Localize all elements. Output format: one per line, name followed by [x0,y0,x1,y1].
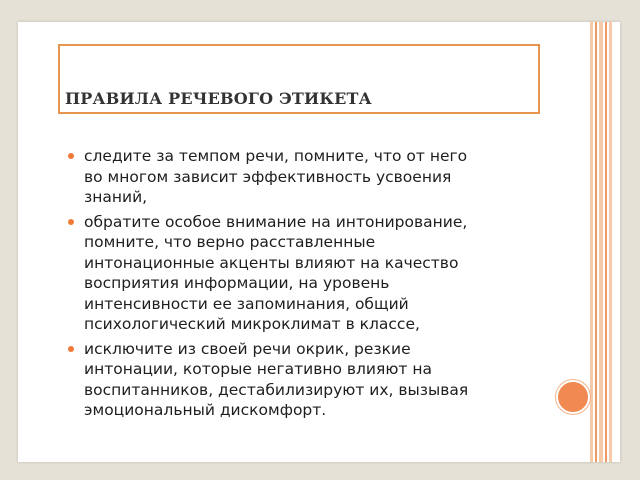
bullet-line: интонационные акценты влияют на качество [84,253,459,272]
stripe [590,22,593,462]
bullet-dot-icon [68,346,74,352]
bullet-text [84,212,536,335]
bullet-line: обратите особое внимание на интонирование, [84,212,468,231]
bullet-line: помните, что верно расставленные [84,233,376,251]
bullet-list [66,146,536,425]
bullet-line: психологический микроклимат в классе, [84,315,420,333]
stripe [599,22,603,462]
bullet-line: знаний, [84,188,148,206]
bullet-dot-icon [68,153,74,159]
bullet-dot-icon [68,219,74,225]
stripe [609,22,612,462]
bullet-line: интенсивности ее запоминания, общий [84,294,409,313]
slide [18,22,620,462]
decorative-stripes [590,22,612,462]
bullet-line: во многом зависит эффективность усвоения [84,167,452,186]
title-box [58,44,540,114]
bullet-line: восприятия информации, на уровень [84,274,390,292]
stripe [595,22,597,462]
bullet-item [66,212,536,335]
stripe [605,22,607,462]
bullet-text [84,339,536,421]
bullet-item [66,146,536,208]
bullet-line: воспитанников, дестабилизируют их, вызывая [84,380,469,399]
bullet-line: эмоциональный дискомфорт. [84,401,327,419]
slide-title: ПРАВИЛА РЕЧЕВОГО ЭТИКЕТА [65,89,372,108]
decorative-circle-icon [556,380,590,414]
bullet-line: интонации, которые негативно влияют на [84,360,432,378]
bullet-item [66,339,536,421]
bullet-line: следите за темпом речи, помните, что от него [84,147,468,165]
bullet-text [84,146,536,208]
bullet-line: исключите из своей речи окрик, резкие [84,339,411,358]
